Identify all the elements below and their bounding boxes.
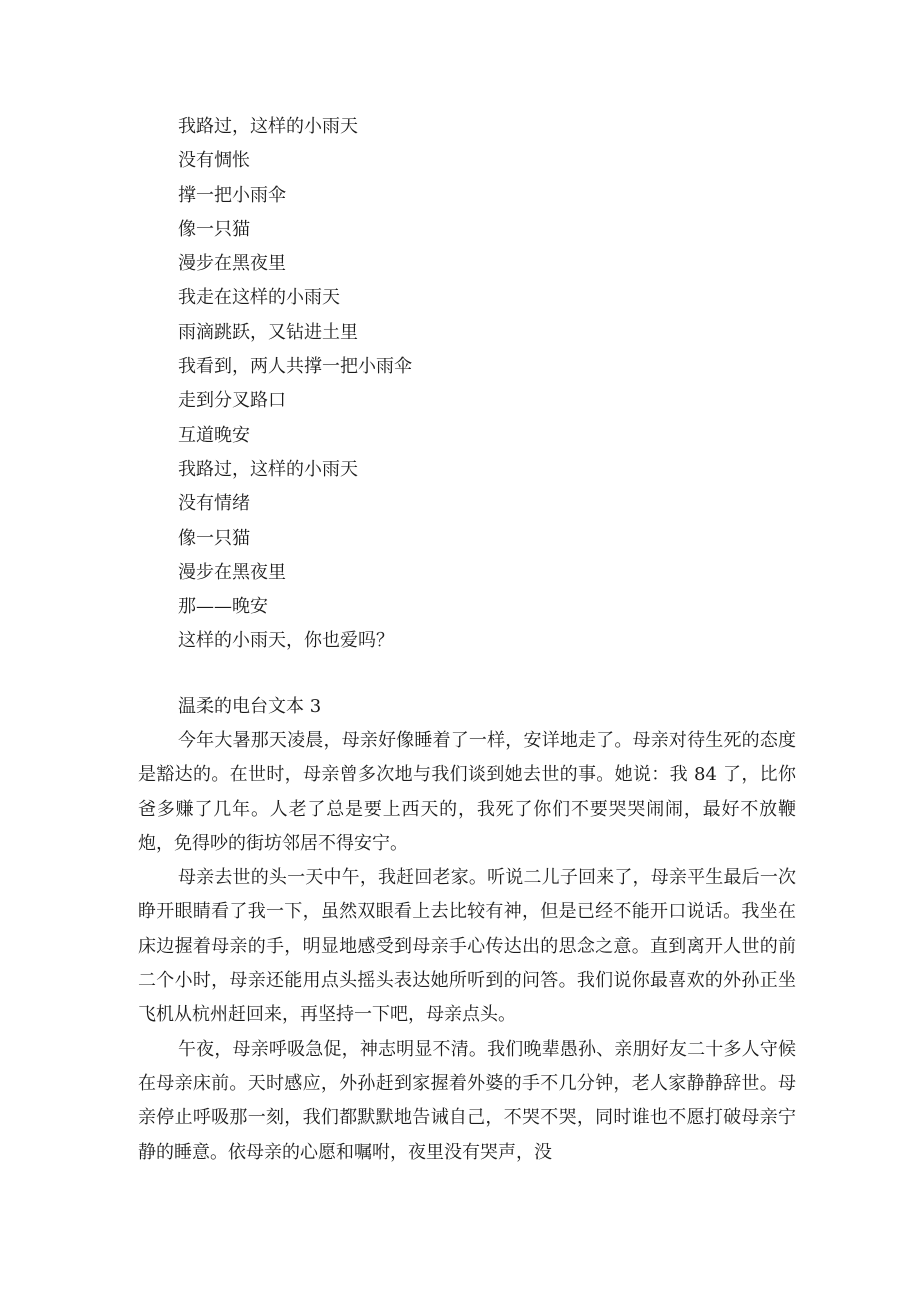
poem-line: 我路过，这样的小雨天 xyxy=(178,116,358,137)
poem-line: 雨滴跳跃，又钻进土里 xyxy=(178,321,358,343)
paragraph: 今年大暑那天凌晨，母亲好像睡着了一样，安详地走了。母亲对待生死的态度是豁达的。在世时，母亲曾多次地与我们谈到她去世的事。她说：我 84 了，比你爸多赚了几年。人老了总是要上西天的，我死了你们不要哭哭闹闹，最好不放鞭炮，免得吵的街坊邻居不得安宁。 xyxy=(138,730,796,854)
poem-line: 漫步在黑夜里 xyxy=(178,561,286,583)
poem-line: 走到分叉路口 xyxy=(178,390,286,412)
poem-line: 像一只猫 xyxy=(178,218,250,240)
poem-line: 我看到，两人共撑一把小雨伞 xyxy=(178,356,412,378)
poem-line: 没有惆怅 xyxy=(178,150,250,172)
poem-line: 那——晚安 xyxy=(178,596,268,618)
article-body xyxy=(138,724,796,1170)
paragraph: 母亲去世的头一天中午，我赶回老家。听说二儿子回来了，母亲平生最后一次睁开眼睛看了我一下，虽然双眼看上去比较有神，但是已经不能开口说话。我坐在床边握着母亲的手，明显地感受到母亲手心传达出的思念之意。直到离开人世的前二个小时，母亲还能用点头摇头表达她所听到的问答。我们说你最喜欢的外孙正坐飞机从杭州赶回来，再坚持一下吧，母亲点头。 xyxy=(138,867,796,1026)
poem-line: 漫步在黑夜里 xyxy=(178,253,286,275)
poem-line: 我路过，这样的小雨天 xyxy=(178,458,358,480)
poem-line: 像一只猫 xyxy=(178,527,250,549)
poem-line: 撑一把小雨伞 xyxy=(178,184,286,206)
poem-line: 互道晚安 xyxy=(178,424,250,446)
paragraph: 午夜，母亲呼吸急促，神志明显不清。我们晚辈愚孙、亲朋好友二十多人守候在母亲床前。天时感应，外孙赶到家握着外婆的手不几分钟，老人家静静辞世。母亲停止呼吸那一刻，我们都默默地告诫自己，不哭不哭，同时谁也不愿打破母亲宁静的睡意。依母亲的心愿和嘱咐，夜里没有哭声，没 xyxy=(138,1038,796,1163)
poem-line: 我走在这样的小雨天 xyxy=(178,287,340,309)
section-title: 温柔的电台文本 3 xyxy=(178,696,322,717)
poem-line: 这样的小雨天，你也爱吗？ xyxy=(178,630,394,652)
poem xyxy=(178,110,778,659)
poem-line: 没有情绪 xyxy=(178,493,250,515)
